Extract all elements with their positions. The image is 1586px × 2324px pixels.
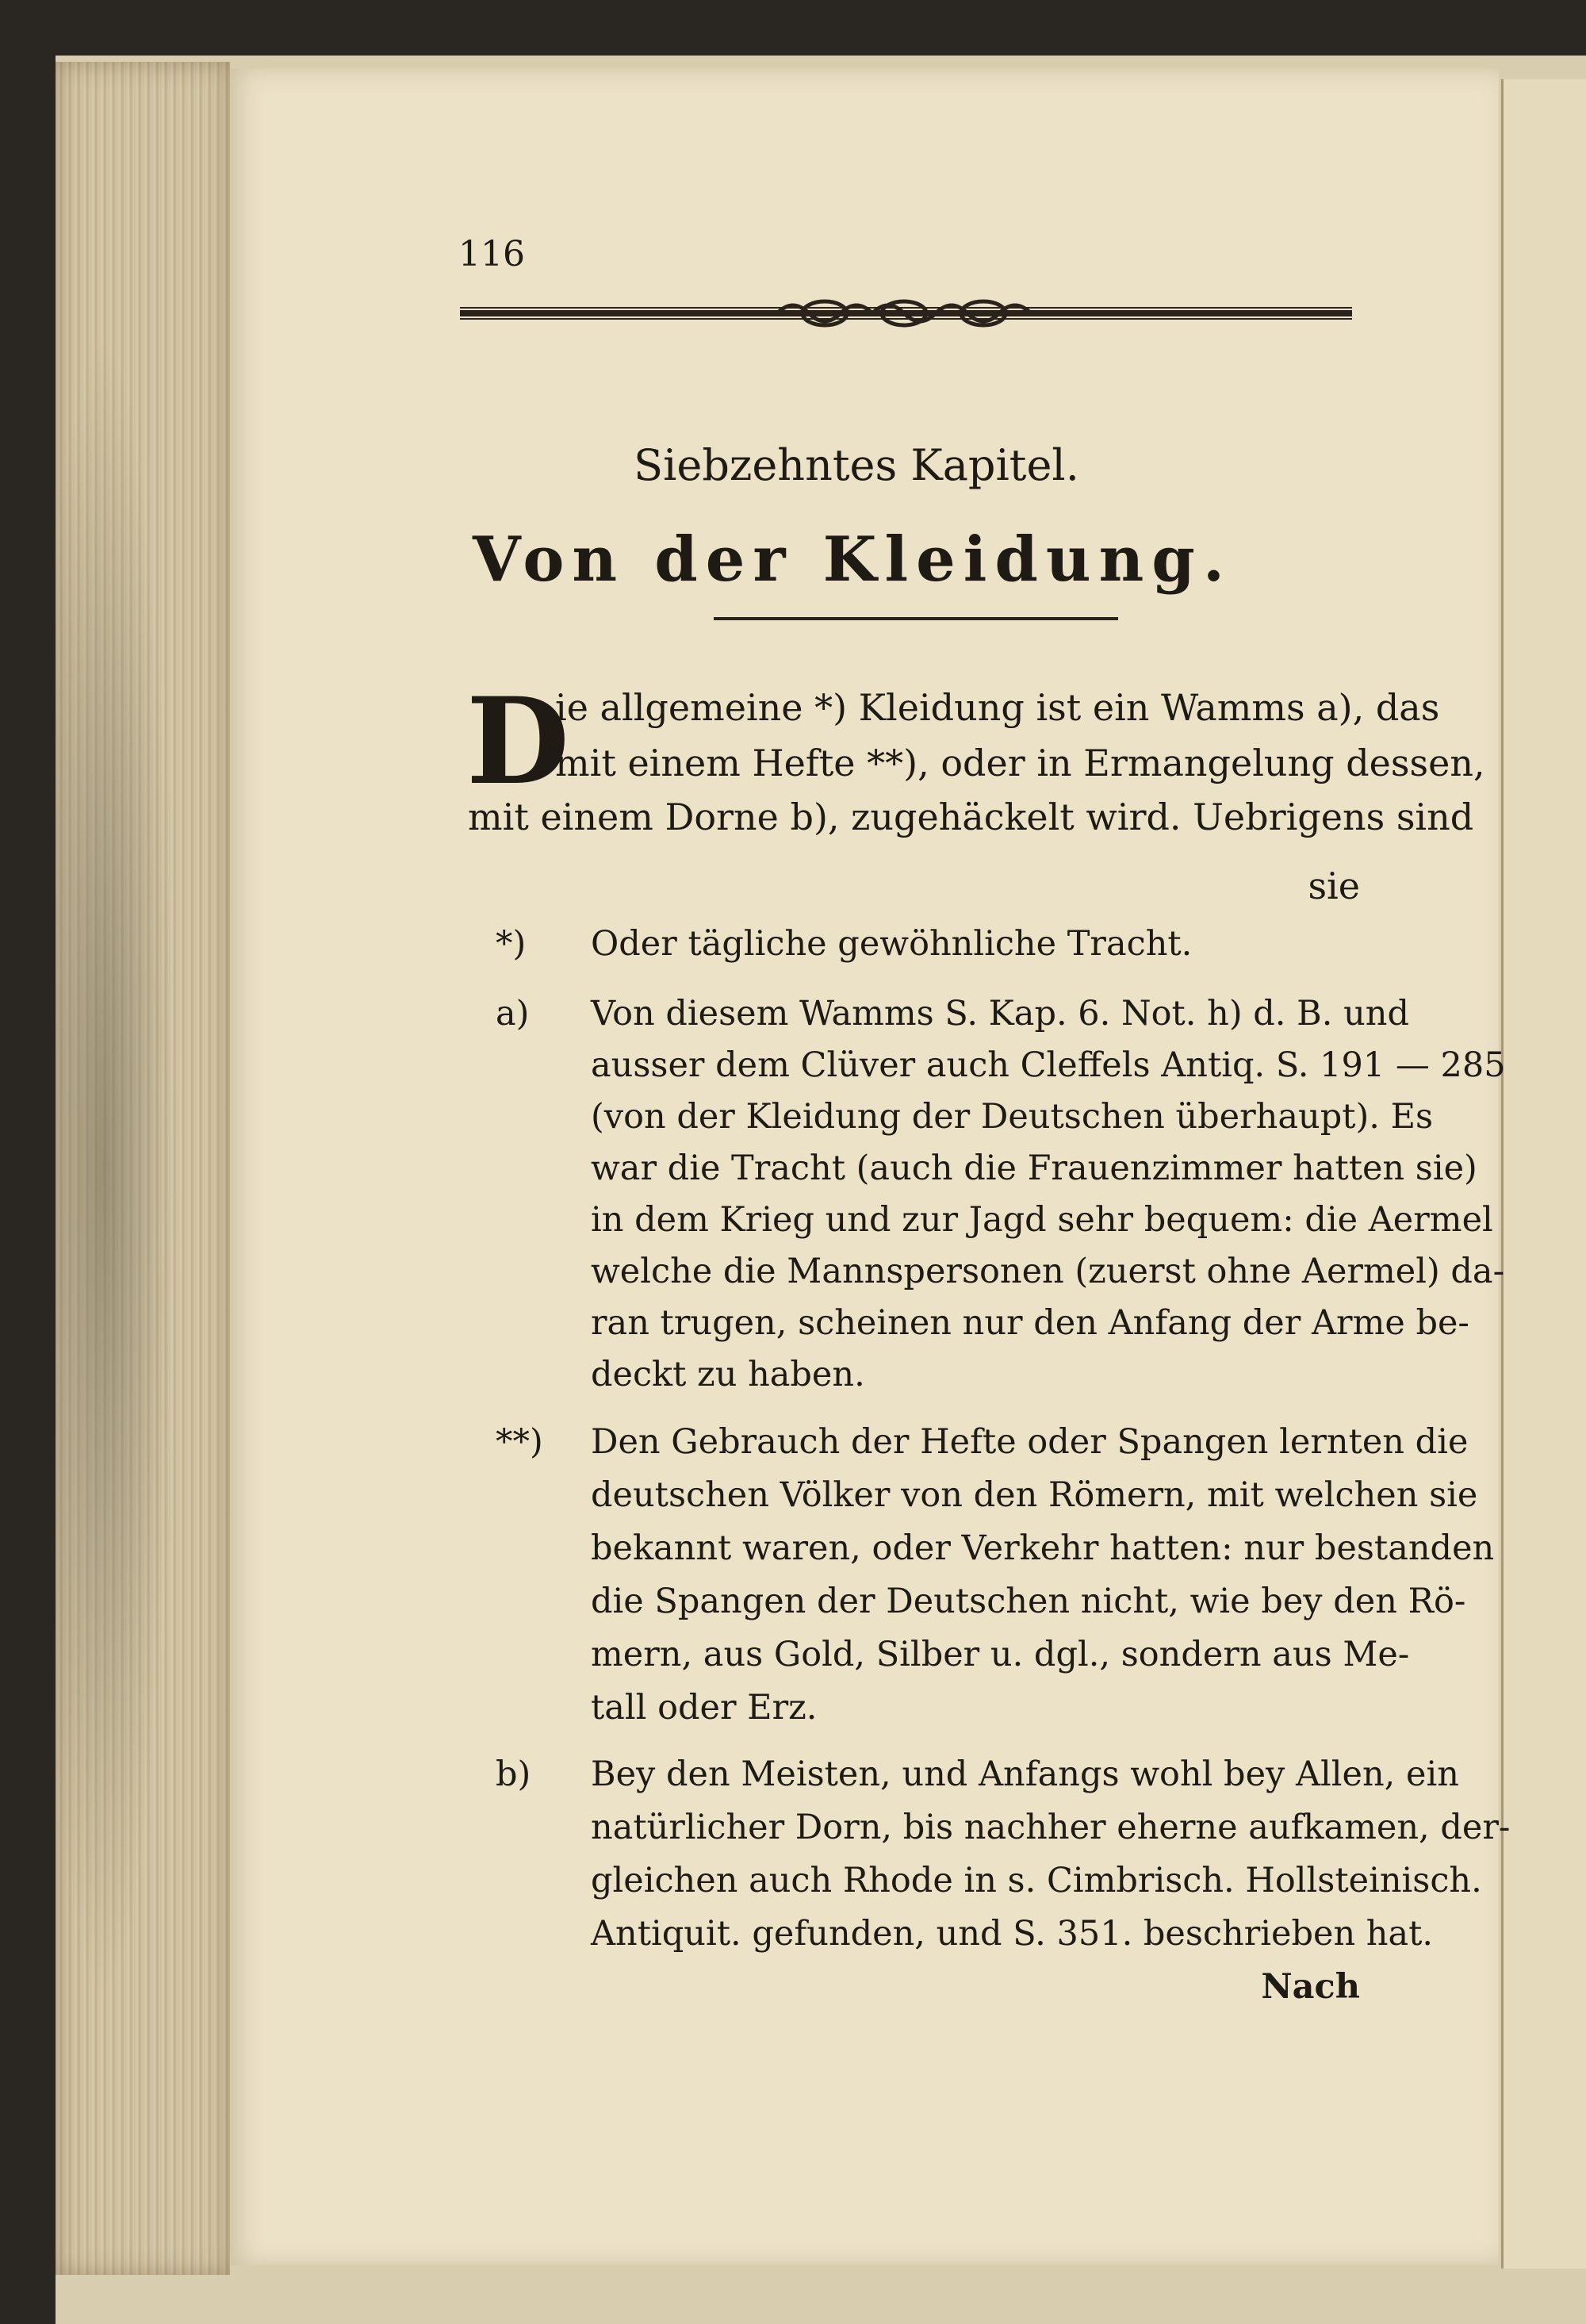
footnote-line: Bey den Meisten, und Anfangs wohl bey Allen, ein <box>591 1755 1459 1794</box>
footnote-line: mern, aus Gold, Silber u. dgl., sondern aus Me- <box>591 1635 1410 1674</box>
footnote-line: (von der Kleidung der Deutschen überhaupt). Es <box>591 1097 1434 1137</box>
footnote-line: die Spangen der Deutschen nicht, wie bey den Rö- <box>591 1582 1466 1621</box>
ornament-rule <box>460 295 1352 332</box>
footnote-line: Den Gebrauch der Hefte oder Spangen lernten die <box>591 1422 1469 1462</box>
footnote-line: ran trugen, scheinen nur den Anfang der Arme be- <box>591 1303 1469 1343</box>
footnote-marker: **) <box>496 1422 543 1462</box>
page-number: 116 <box>458 234 525 274</box>
footnote-line: natürlicher Dorn, bis nachher eherne aufkamen, der- <box>591 1808 1511 1847</box>
body-line: mit einem Dorne b), zugehäckelt wird. Uebrigens sind <box>468 796 1474 838</box>
footnote-line: tall oder Erz. <box>591 1688 818 1728</box>
footnote-line: Oder tägliche gewöhnliche Tracht. <box>591 924 1193 964</box>
footnote-marker: b) <box>496 1755 531 1794</box>
catchword: Nach <box>1261 1967 1360 2007</box>
footnote-line: war die Tracht (auch die Frauenzimmer hatten sie) <box>591 1149 1477 1188</box>
body-line: sie <box>1308 865 1360 907</box>
footnote-line: welche die Mannspersonen (zuerst ohne Aermel) da- <box>591 1252 1505 1291</box>
footnote-line: bekannt waren, oder Verkehr hatten: nur bestanden <box>591 1528 1495 1568</box>
footnote-marker: a) <box>496 994 530 1034</box>
footnote-marker: *) <box>496 924 527 964</box>
facing-page-edge <box>1501 79 1586 2268</box>
drop-cap: D <box>466 672 570 811</box>
footnote-line: gleichen auch Rhode in s. Cimbrisch. Hollsteinisch. <box>591 1861 1482 1900</box>
footnote-line: in dem Krieg und zur Jagd sehr bequem: die Aermel <box>591 1200 1493 1240</box>
footnote-line: Antiquit. gefunden, und S. 351. beschrieben hat. <box>591 1914 1434 1954</box>
footnote-line: ausser dem Clüver auch Cleffels Antiq. S. 191 — 285 <box>591 1045 1506 1085</box>
body-line: ie allgemeine *) Kleidung ist ein Wamms a), das <box>555 686 1440 729</box>
chapter-label: Siebzehntes Kapitel. <box>634 440 1079 490</box>
footnote-line: deutschen Völker von den Römern, mit welchen sie <box>591 1475 1478 1515</box>
body-line: mit einem Hefte **), oder in Ermangelung dessen, <box>555 742 1485 784</box>
footnote-line: deckt zu haben. <box>591 1355 865 1394</box>
chapter-title: Von der Kleidung. <box>473 523 1232 596</box>
footnote-line: Von diesem Wamms S. Kap. 6. Not. h) d. B. und <box>591 994 1409 1034</box>
title-rule <box>714 617 1118 620</box>
